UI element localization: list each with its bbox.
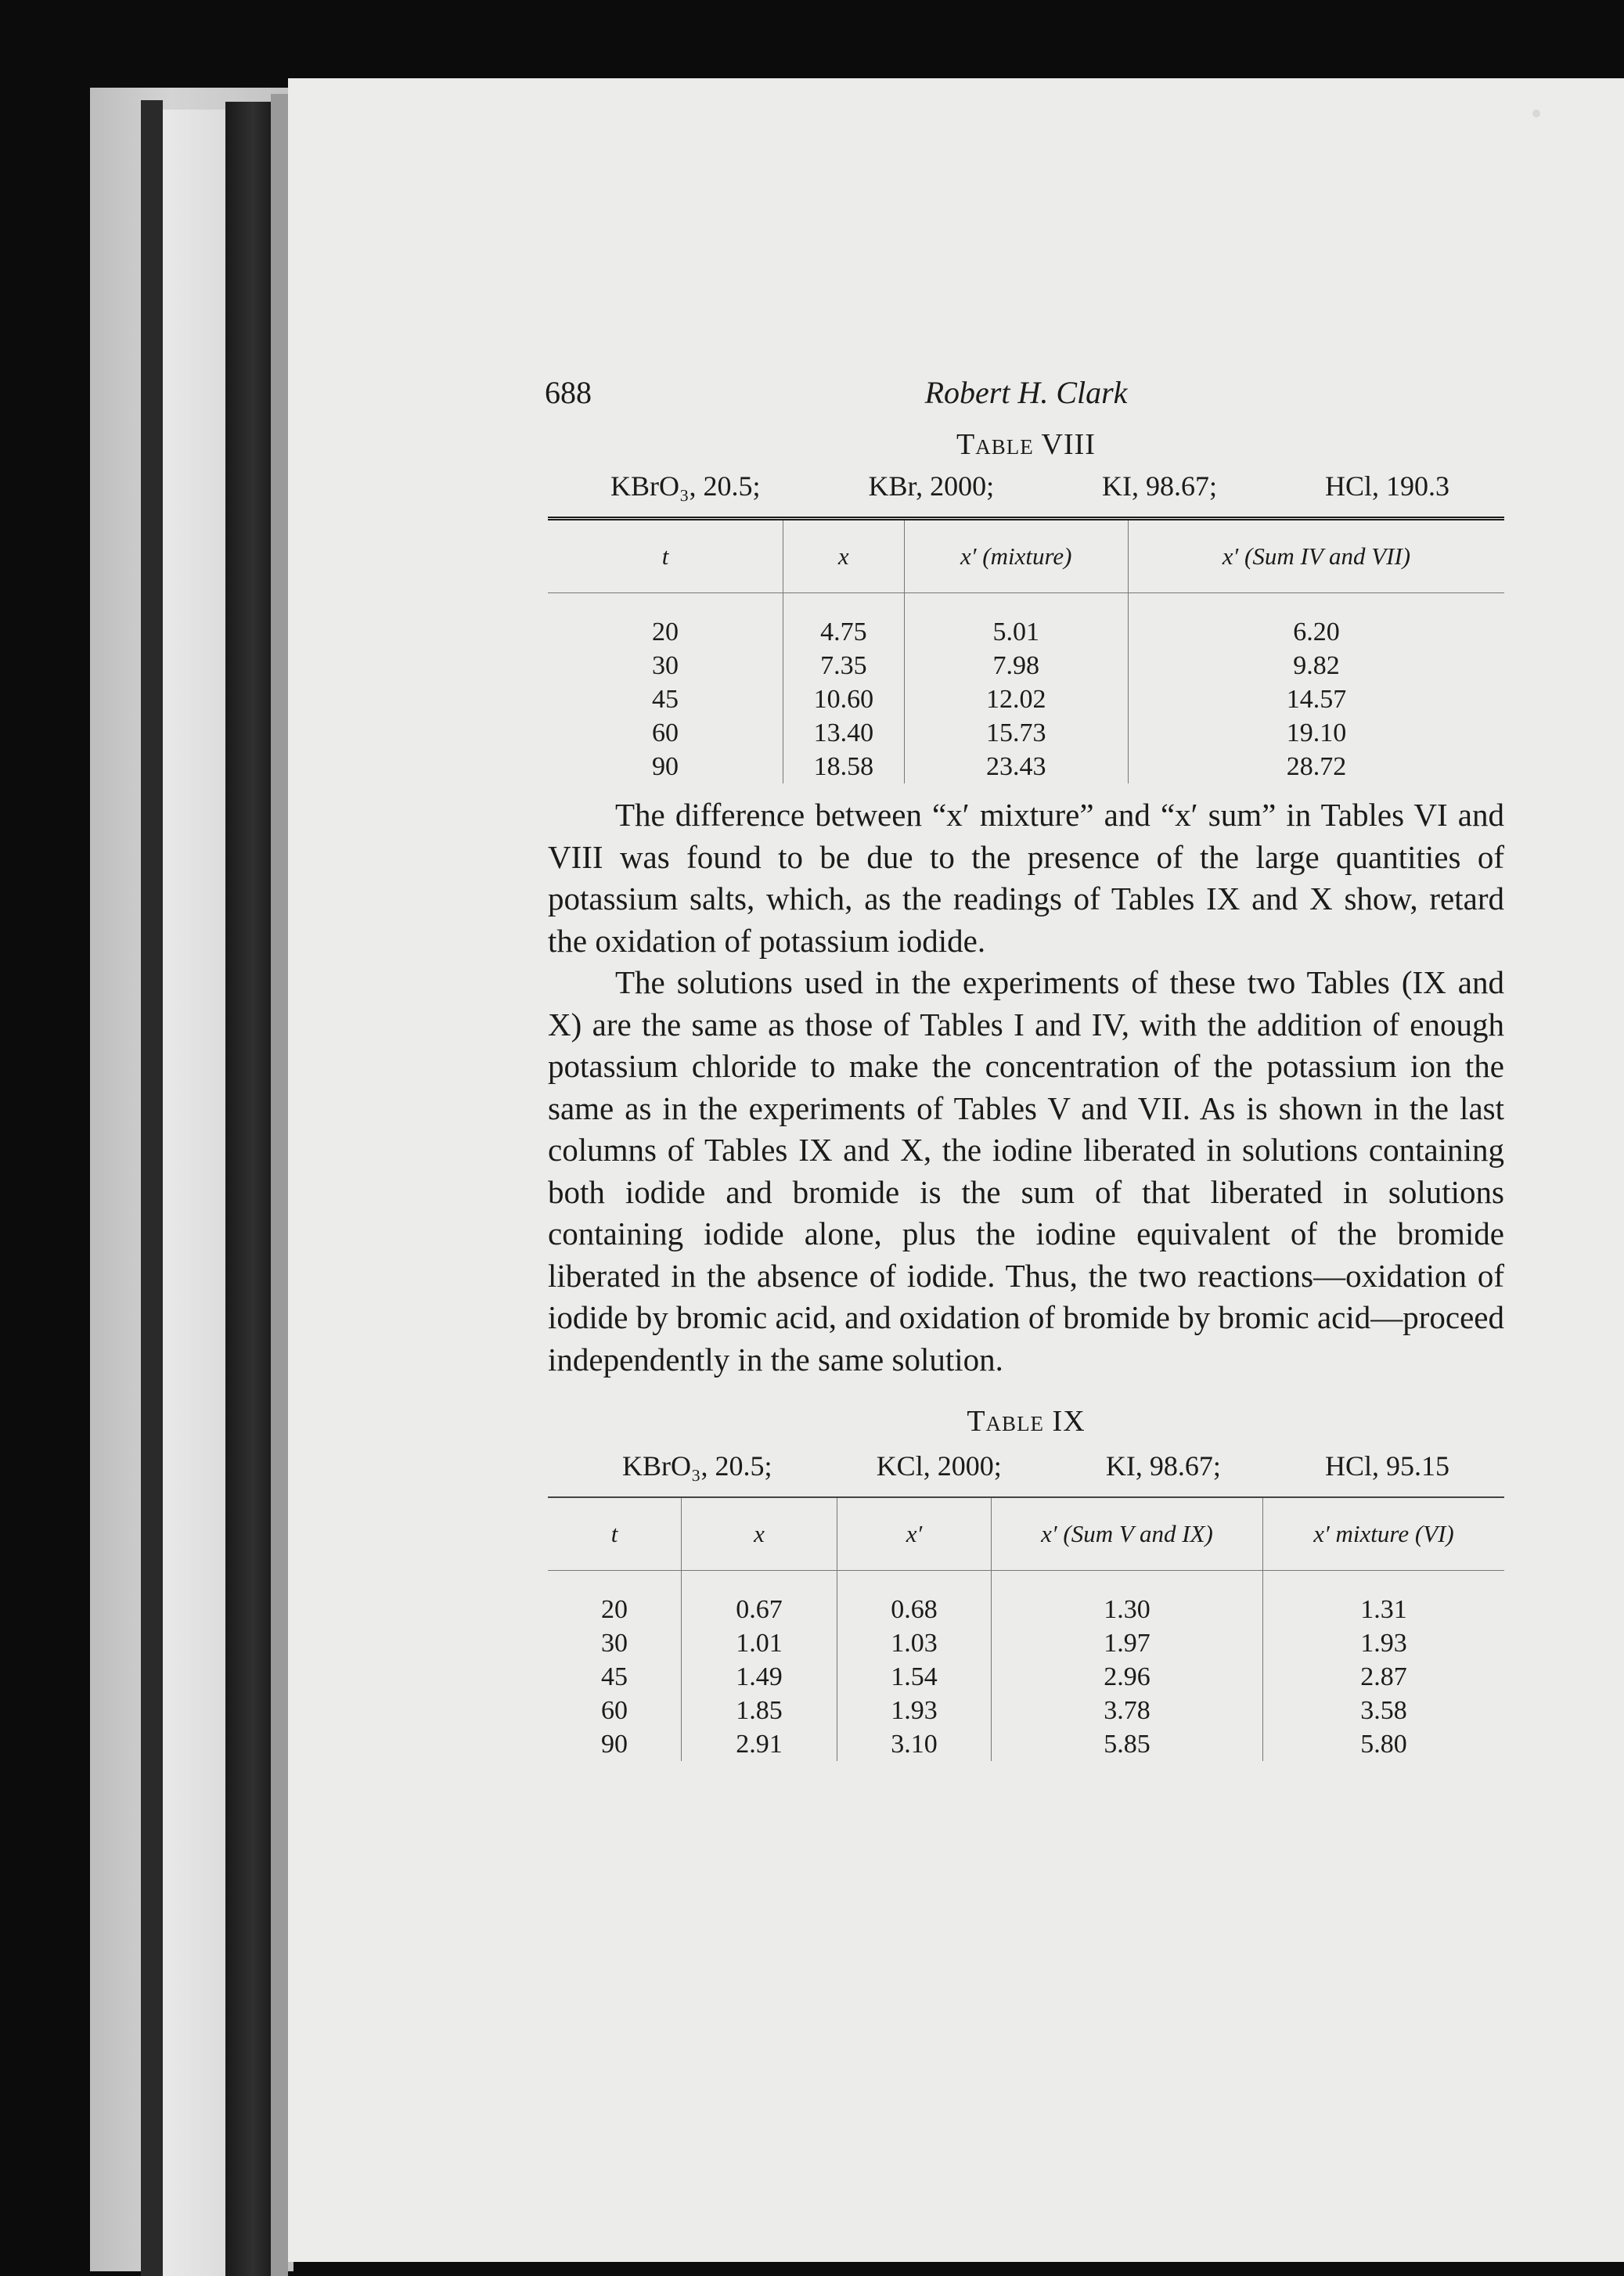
cell-x-prime: 1.03 (837, 1626, 992, 1660)
table-row (548, 1660, 1504, 1694)
table-header-row (548, 1497, 1504, 1571)
cell-t: 30 (652, 651, 679, 680)
table-header-row (548, 519, 1504, 593)
table-viii-title: Table VIII (956, 428, 1096, 461)
condition-hcl: HCl, 95.15 (1324, 1450, 1449, 1482)
table-row (548, 1694, 1504, 1727)
cell-x-prime: 1.93 (837, 1694, 992, 1727)
running-title: Robert H. Clark (924, 375, 1128, 410)
cell-x-prime: 3.10 (837, 1727, 992, 1761)
cell-x: 7.35 (783, 649, 905, 682)
cell-x-prime-mixture: 2.87 (1263, 1660, 1505, 1694)
condition-kbro3: KBrO₃, 20.5; (610, 470, 761, 502)
cell-x-prime-mixture: 12.02 (904, 682, 1128, 716)
header-x-prime-sum: x′ (Sum V and IX) (992, 1497, 1263, 1571)
condition-ki: KI, 98.67; (1102, 470, 1218, 502)
cell-x-prime-mixture: 3.58 (1263, 1694, 1505, 1727)
condition-kbro3: KBrO₃, 20.5; (622, 1450, 772, 1482)
table-ix-block (548, 1404, 1504, 1761)
header-x-prime: x′ (837, 1497, 992, 1571)
cell-x-prime-sum: 3.78 (992, 1694, 1263, 1727)
cell-t: 90 (601, 1730, 628, 1759)
table-row (548, 682, 1504, 716)
cell-x-prime-mixture: 1.93 (1263, 1626, 1505, 1660)
running-head (545, 368, 1504, 423)
book-edge-gray (271, 94, 288, 2276)
table-ix-conditions (548, 1450, 1504, 1482)
table-row (548, 750, 1504, 783)
cell-x: 1.85 (682, 1694, 837, 1727)
table-viii (548, 517, 1504, 783)
cell-x: 10.60 (783, 682, 905, 716)
cell-x-prime-sum: 19.10 (1128, 716, 1504, 750)
cell-x-prime: 1.54 (837, 1660, 992, 1694)
cell-x-prime-mixture: 23.43 (904, 750, 1128, 783)
condition-kbr: KBr, 2000; (868, 470, 995, 502)
cell-x-prime-mixture: 5.01 (904, 593, 1128, 650)
dust-speck (1532, 110, 1540, 117)
page-number: 688 (545, 375, 592, 410)
cell-x: 18.58 (783, 750, 905, 783)
cell-x-prime-sum: 28.72 (1128, 750, 1504, 783)
cell-t: 60 (601, 1696, 628, 1725)
header-t: t (548, 519, 783, 593)
cell-t: 20 (652, 618, 679, 646)
cell-t: 30 (601, 1629, 628, 1658)
book-edge-light (163, 110, 225, 2276)
table-row (548, 649, 1504, 682)
page-text-area (545, 368, 1504, 1761)
book-edge-dark (141, 100, 163, 2276)
cell-x: 0.67 (682, 1571, 837, 1627)
condition-kcl: KCl, 2000; (876, 1450, 1002, 1482)
cell-x: 1.49 (682, 1660, 837, 1694)
cell-t: 20 (601, 1595, 628, 1624)
cell-x-prime-mixture: 7.98 (904, 649, 1128, 682)
cell-t: 60 (652, 718, 679, 747)
table-row (548, 1571, 1504, 1627)
header-t: t (548, 1497, 682, 1571)
cell-x: 4.75 (783, 593, 905, 650)
cell-x-prime-mixture: 5.80 (1263, 1727, 1505, 1761)
body-paragraph: The difference between “x′ mixture” and “x′ sum” in Tables VI and VIII was found to be due to the presence of the large quantities of potassium salts, which, as the readings of Tables IX and X show, retard the oxidation of potassium iodide. (548, 797, 1504, 959)
cell-t: 45 (652, 685, 679, 714)
header-x-prime-sum: x′ (Sum IV and VII) (1128, 519, 1504, 593)
table-row (548, 1626, 1504, 1660)
table-ix (548, 1496, 1504, 1761)
cell-x-prime-sum: 2.96 (992, 1660, 1263, 1694)
cell-x-prime-mixture: 15.73 (904, 716, 1128, 750)
header-x-prime-mixture: x′ mixture (VI) (1263, 1497, 1505, 1571)
table-ix-title: Table IX (967, 1405, 1086, 1438)
condition-hcl: HCl, 190.3 (1324, 470, 1449, 502)
body-paragraph: The solutions used in the experiments of these two Tables (IX and X) are the same as those of Tables I and IV, with the addition of enough potassium chloride to make the concentration of the potassium ion the same as in the experiments of Tables V and VII. As is shown in the last columns of Tables IX and X, the iodine liberated in solutions containing both iodide and bromide is the sum of that liberated in solutions containing iodide alone, plus the iodine equivalent of the bromide liberated in the absence of iodide. Thus, the two reactions—oxidation of iodide by bromic acid, and oxidation of bromide by bromic acid—proceed independently in the same solution. (548, 964, 1504, 1377)
cell-x: 1.01 (682, 1626, 837, 1660)
cell-x-prime-mixture: 1.31 (1263, 1571, 1505, 1627)
table-viii-conditions (548, 470, 1504, 502)
cell-x-prime: 0.68 (837, 1571, 992, 1627)
condition-ki: KI, 98.67; (1105, 1450, 1221, 1482)
cell-x-prime-sum: 5.85 (992, 1727, 1263, 1761)
cell-x: 13.40 (783, 716, 905, 750)
table-row (548, 1727, 1504, 1761)
cell-t: 45 (601, 1662, 628, 1691)
cell-x-prime-sum: 1.97 (992, 1626, 1263, 1660)
cell-x: 2.91 (682, 1727, 837, 1761)
book-spine-shadow (225, 102, 271, 2276)
cell-t: 90 (652, 752, 679, 781)
table-row (548, 716, 1504, 750)
header-x-prime-mixture: x′ (mixture) (904, 519, 1128, 593)
cell-x-prime-sum: 6.20 (1128, 593, 1504, 650)
cell-x-prime-sum: 14.57 (1128, 682, 1504, 716)
cell-x-prime-sum: 9.82 (1128, 649, 1504, 682)
header-x: x (783, 519, 905, 593)
cell-x-prime-sum: 1.30 (992, 1571, 1263, 1627)
header-x: x (682, 1497, 837, 1571)
table-row (548, 593, 1504, 650)
